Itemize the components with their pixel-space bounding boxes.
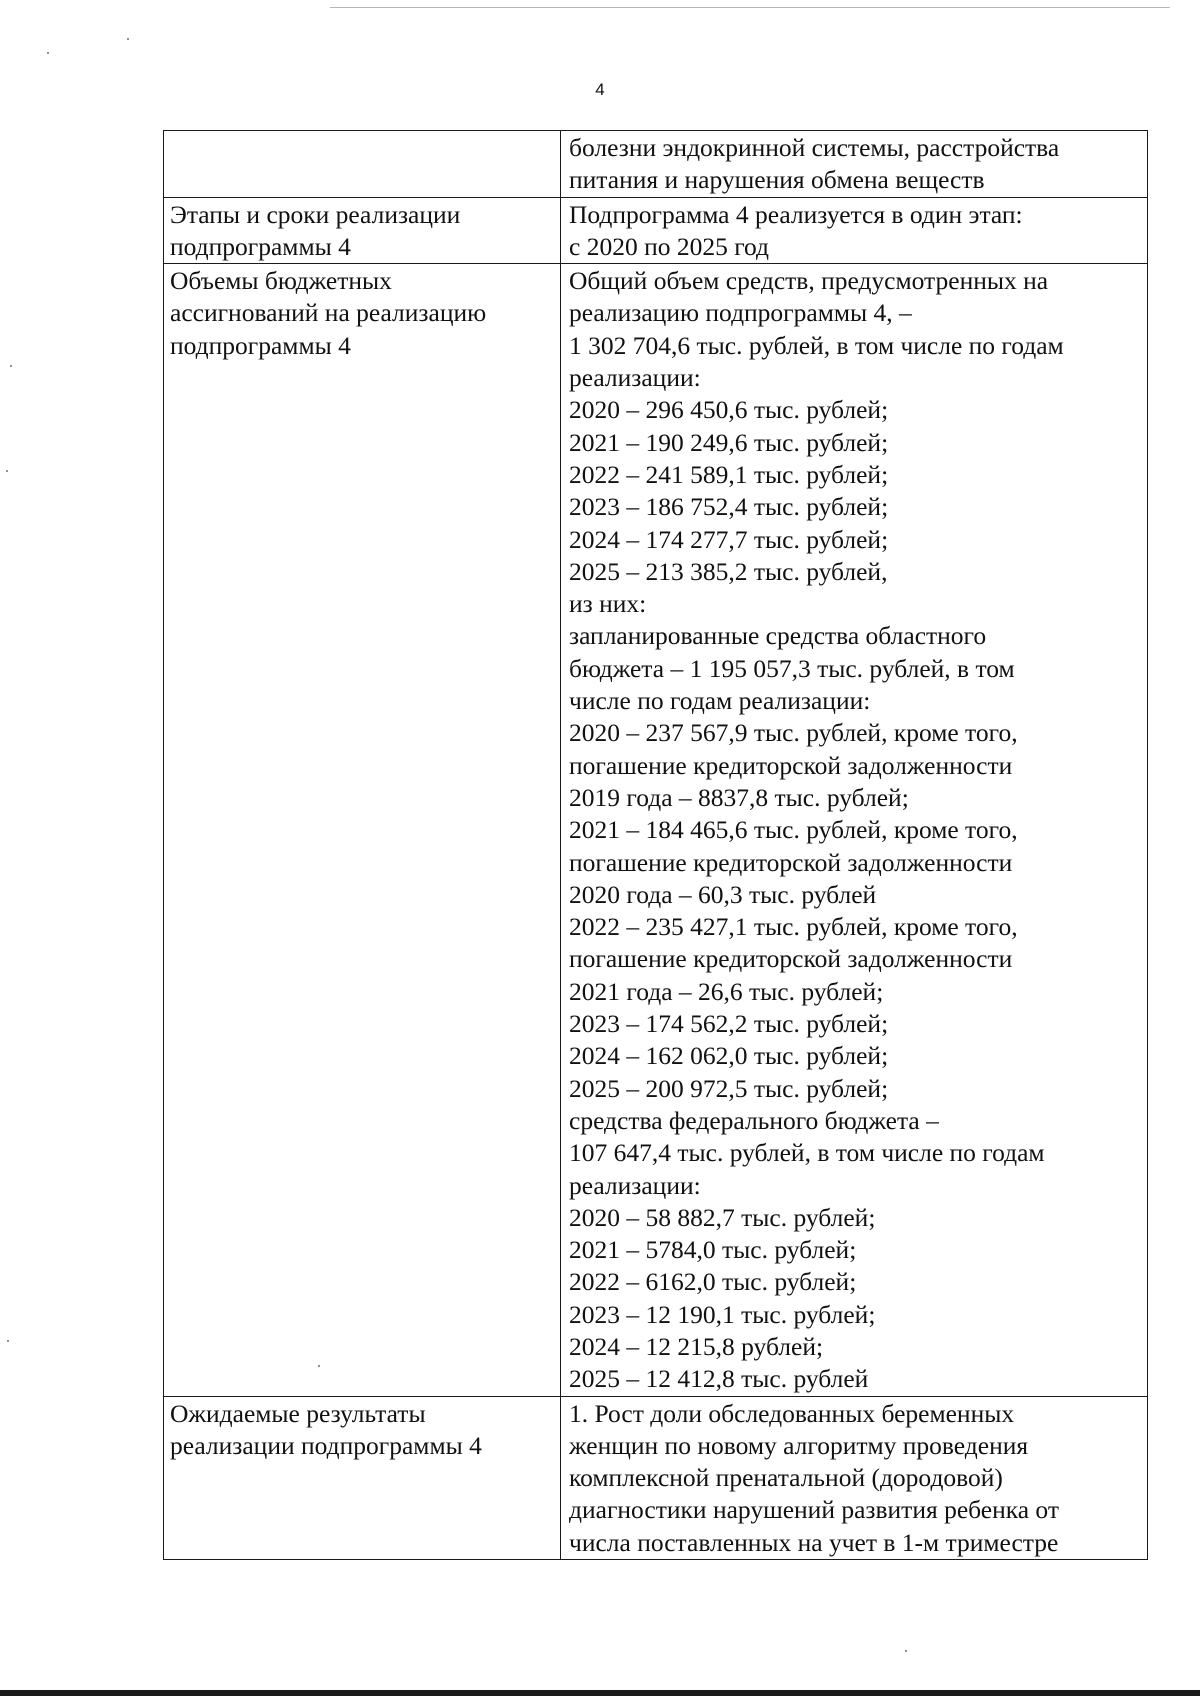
table-row-budget xyxy=(164,264,1148,1396)
row-label-line: Ожидаемые результаты xyxy=(170,1398,426,1428)
passport-table xyxy=(163,130,1148,1560)
table-row-results xyxy=(164,1396,1148,1559)
row-value-line: болезни эндокринной системы, расстройства xyxy=(569,133,1060,162)
scan-speck xyxy=(47,52,49,54)
row-label-line: подпрограммы 4 xyxy=(170,330,351,360)
row-value-line: 2020 – 237 567,9 тыс. рублей, кроме того, xyxy=(569,718,1018,748)
row-value-line: 2022 – 6162,0 тыс. рублей; xyxy=(569,1267,857,1297)
row-value-line: 2024 – 162 062,0 тыс. рублей; xyxy=(569,1041,889,1071)
row-label xyxy=(164,264,561,1396)
row-value-line: 107 647,4 тыс. рублей, в том числе по годам xyxy=(569,1138,1045,1168)
scan-speck xyxy=(10,365,12,367)
row-value-line: 2020 года – 60,3 тыс. рублей xyxy=(569,879,877,909)
scan-speck xyxy=(7,1340,9,1342)
row-value-line: 2020 – 58 882,7 тыс. рублей; xyxy=(569,1202,876,1232)
row-label-line: Этапы и сроки реализации xyxy=(170,199,461,229)
row-value-line: погашение кредиторской задолженности xyxy=(569,750,1013,780)
row-value xyxy=(561,264,1148,1396)
row-value-line: числе по годам реализации: xyxy=(569,686,871,716)
row-value-line: реализацию подпрограммы 4, – xyxy=(569,298,912,328)
row-value-line: 2021 – 5784,0 тыс. рублей; xyxy=(569,1235,857,1265)
table-row-diseases xyxy=(164,131,1148,198)
row-value-line: 1. Рост доли обследованных беременных xyxy=(569,1398,1015,1428)
row-label xyxy=(164,1396,561,1559)
row-value-line: 2023 – 186 752,4 тыс. рублей; xyxy=(569,492,889,522)
row-value-line: погашение кредиторской задолженности xyxy=(569,944,1013,974)
page-number: 4 xyxy=(595,80,605,99)
scan-speck xyxy=(127,38,129,40)
row-label-line: подпрограммы 4 xyxy=(170,231,351,261)
row-value xyxy=(561,1396,1148,1559)
scan-bottom-edge xyxy=(0,1690,1200,1696)
row-value-line: 2021 года – 26,6 тыс. рублей; xyxy=(569,976,884,1006)
row-label xyxy=(164,197,561,264)
row-value xyxy=(561,197,1148,264)
scan-speck xyxy=(905,1650,907,1652)
row-value-line: 2020 – 296 450,6 тыс. рублей; xyxy=(569,395,889,425)
row-label-line: ассигнований на реализацию xyxy=(170,298,487,328)
row-label xyxy=(164,131,561,198)
row-value-line: погашение кредиторской задолженности xyxy=(569,847,1013,877)
row-value-line: комплексной пренатальной (дородовой) xyxy=(569,1463,1003,1493)
scan-top-edge xyxy=(330,7,1170,8)
row-value-line: Общий объем средств, предусмотренных на xyxy=(569,266,1049,296)
row-label-line: Объемы бюджетных xyxy=(170,266,392,296)
row-value-line: диагностики нарушений развития ребенка от xyxy=(569,1495,1059,1525)
row-value-line: из них: xyxy=(569,589,647,619)
row-value-line: питания и нарушения обмена веществ xyxy=(569,165,985,195)
row-value-line: 2022 – 241 589,1 тыс. рублей; xyxy=(569,459,889,489)
scan-speck xyxy=(6,470,8,472)
row-value-line: 2025 – 200 972,5 тыс. рублей; xyxy=(569,1073,889,1103)
row-value-line: 2024 – 12 215,8 рублей; xyxy=(569,1331,824,1361)
row-value-line: 2023 – 174 562,2 тыс. рублей; xyxy=(569,1009,889,1039)
row-value-line: 1 302 704,6 тыс. рублей, в том числе по годам xyxy=(569,330,1064,360)
row-value-line: бюджета – 1 195 057,3 тыс. рублей, в том xyxy=(569,653,1015,683)
row-value-line: 2025 – 12 412,8 тыс. рублей xyxy=(569,1364,869,1394)
row-value-line: числа поставленных на учет в 1-м триместре xyxy=(569,1527,1059,1557)
row-value-line: женщин по новому алгоритму проведения xyxy=(569,1430,1029,1460)
scan-speck xyxy=(318,1365,320,1367)
row-value-line: 2021 – 184 465,6 тыс. рублей, кроме того, xyxy=(569,815,1018,845)
row-value-line: Подпрограмма 4 реализуется в один этап: xyxy=(569,199,1023,229)
row-value-line: 2024 – 174 277,7 тыс. рублей; xyxy=(569,524,889,554)
row-label-line: реализации подпрограммы 4 xyxy=(170,1430,482,1460)
row-value-line: реализации: xyxy=(569,363,701,393)
row-value-line: с 2020 по 2025 год xyxy=(569,231,770,261)
row-value-line: 2023 – 12 190,1 тыс. рублей; xyxy=(569,1299,876,1329)
table-row-stages xyxy=(164,197,1148,264)
row-value-line: средства федерального бюджета – xyxy=(569,1105,939,1135)
row-value-line: 2021 – 190 249,6 тыс. рублей; xyxy=(569,427,889,457)
row-value-line: 2019 года – 8837,8 тыс. рублей; xyxy=(569,782,909,812)
row-value-line: запланированные средства областного xyxy=(569,621,987,651)
row-value xyxy=(561,131,1148,198)
row-value-line: реализации: xyxy=(569,1170,701,1200)
row-value-line: 2025 – 213 385,2 тыс. рублей, xyxy=(569,556,888,586)
row-value-line: 2022 – 235 427,1 тыс. рублей, кроме того, xyxy=(569,912,1018,942)
